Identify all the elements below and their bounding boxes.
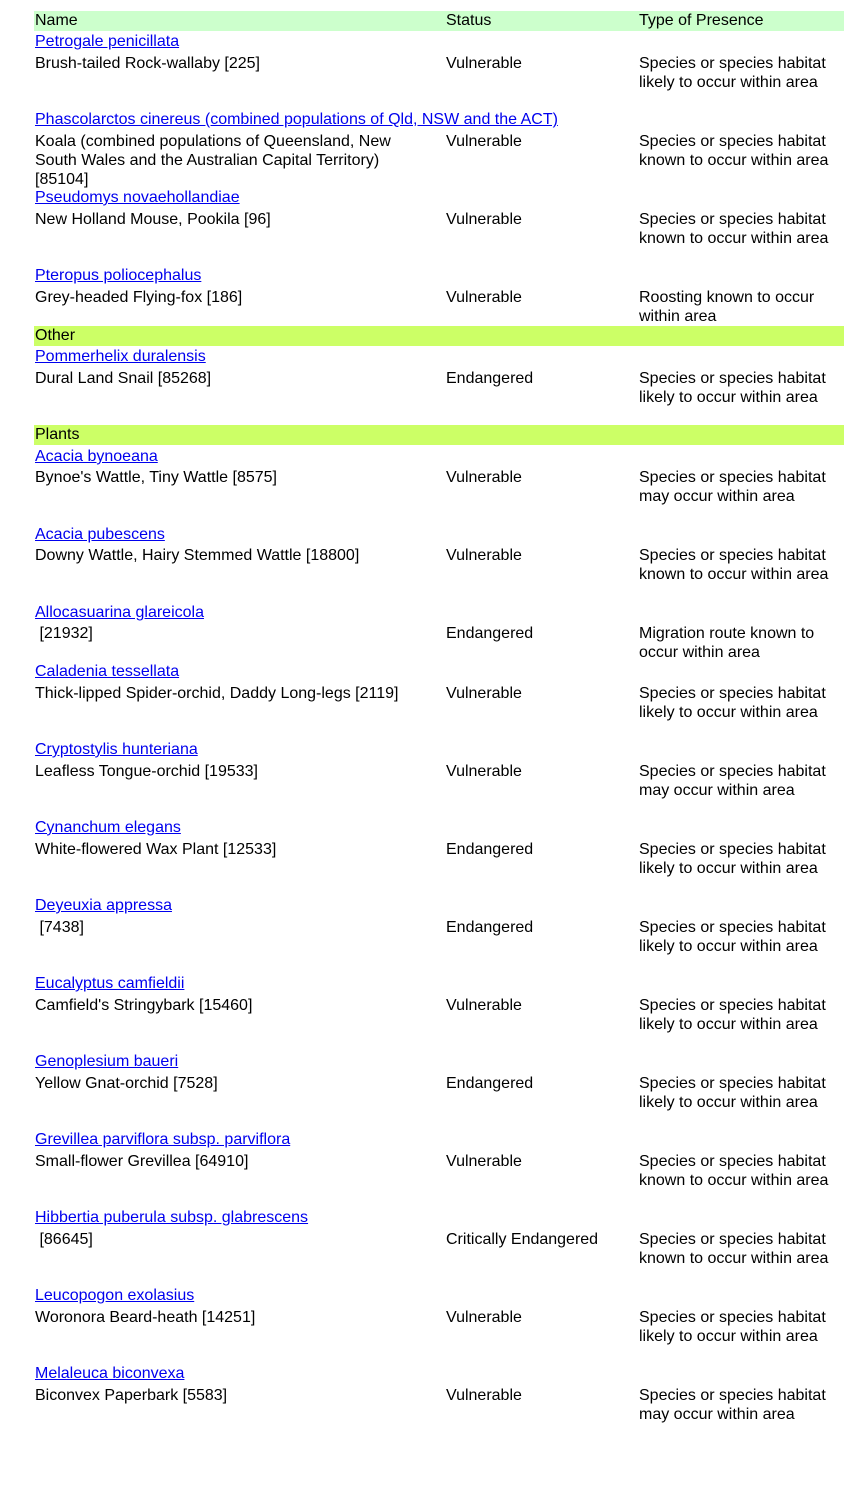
presence-line: Species or species habitat [639, 55, 826, 72]
species-link[interactable]: Allocasuarina glareicola [35, 604, 204, 621]
species-link[interactable]: Genoplesium baueri [35, 1053, 179, 1070]
status-value: Vulnerable [446, 1387, 522, 1404]
presence-line: may occur within area [639, 1406, 795, 1423]
common-name: Grey-headed Flying-fox [186] [35, 289, 243, 306]
presence-line: likely to occur within area [639, 74, 818, 91]
common-name: Biconvex Paperbark [5583] [35, 1387, 228, 1404]
species-link[interactable]: Acacia bynoeana [35, 448, 158, 465]
presence-line: Species or species habitat [639, 997, 826, 1014]
common-name: New Holland Mouse, Pookila [96] [35, 211, 271, 228]
presence-line: likely to occur within area [639, 1328, 818, 1345]
presence-line: within area [639, 308, 717, 325]
status-value: Endangered [446, 370, 534, 387]
species-link[interactable]: Pseudomys novaehollandiae [35, 189, 240, 206]
presence-line: Species or species habitat [639, 211, 826, 228]
common-name: Downy Wattle, Hairy Stemmed Wattle [18800] [35, 547, 360, 564]
common-name: Yellow Gnat-orchid [7528] [35, 1075, 218, 1092]
common-name: Woronora Beard-heath [14251] [35, 1309, 256, 1326]
presence-line: may occur within area [639, 782, 795, 799]
section-band-plants [34, 425, 844, 445]
presence-line: Species or species habitat [639, 1075, 826, 1092]
presence-line: likely to occur within area [639, 1016, 818, 1033]
species-link[interactable]: Cynanchum elegans [35, 819, 181, 836]
presence-line: Species or species habitat [639, 1153, 826, 1170]
section-title-plants: Plants [35, 426, 80, 443]
species-link[interactable]: Grevillea parviflora subsp. parviflora [35, 1131, 291, 1148]
common-name: [7438] [35, 919, 84, 936]
status-value: Endangered [446, 1075, 534, 1092]
presence-line: known to occur within area [639, 1172, 829, 1189]
presence-line: Species or species habitat [639, 370, 826, 387]
presence-line: known to occur within area [639, 566, 829, 583]
presence-line: known to occur within area [639, 1250, 829, 1267]
species-link[interactable]: Phascolarctos cinereus (combined populations of Qld, NSW and the ACT) [35, 111, 558, 128]
presence-line: Species or species habitat [639, 685, 826, 702]
species-link[interactable]: Pteropus poliocephalus [35, 267, 202, 284]
species-link[interactable]: Cryptostylis hunteriana [35, 741, 198, 758]
presence-line: known to occur within area [639, 152, 829, 169]
presence-line: Species or species habitat [639, 1231, 826, 1248]
status-value: Vulnerable [446, 469, 522, 486]
status-value: Vulnerable [446, 133, 522, 150]
status-value: Vulnerable [446, 547, 522, 564]
presence-line: Species or species habitat [639, 919, 826, 936]
common-name: White-flowered Wax Plant [12533] [35, 841, 277, 858]
presence-line: known to occur within area [639, 230, 829, 247]
common-name: Brush-tailed Rock-wallaby [225] [35, 55, 260, 72]
status-value: Vulnerable [446, 1153, 522, 1170]
common-name: Koala (combined populations of Queensland, New [35, 133, 391, 150]
common-name: Camfield's Stringybark [15460] [35, 997, 253, 1014]
common-name: Dural Land Snail [85268] [35, 370, 212, 387]
species-link[interactable]: Petrogale penicillata [35, 33, 180, 50]
common-name: [21932] [35, 625, 93, 642]
section-title-other: Other [35, 327, 76, 344]
presence-line: Species or species habitat [639, 763, 826, 780]
common-name: South Wales and the Australian Capital Territory) [35, 152, 380, 169]
species-link[interactable]: Melaleuca biconvexa [35, 1365, 185, 1382]
status-value: Vulnerable [446, 211, 522, 228]
presence-line: likely to occur within area [639, 938, 818, 955]
header-status: Status [446, 12, 492, 29]
species-link[interactable]: Hibbertia puberula subsp. glabrescens [35, 1209, 309, 1226]
status-value: Vulnerable [446, 997, 522, 1014]
common-name: [85104] [35, 171, 89, 188]
species-link[interactable]: Pommerhelix duralensis [35, 348, 206, 365]
status-value: Vulnerable [446, 55, 522, 72]
presence-line: Roosting known to occur [639, 289, 815, 306]
status-value: Vulnerable [446, 289, 522, 306]
presence-line: Migration route known to [639, 625, 815, 642]
common-name: Bynoe's Wattle, Tiny Wattle [8575] [35, 469, 277, 486]
presence-line: occur within area [639, 644, 760, 661]
status-value: Critically Endangered [446, 1231, 599, 1248]
status-value: Endangered [446, 841, 534, 858]
species-link[interactable]: Deyeuxia appressa [35, 897, 172, 914]
status-value: Vulnerable [446, 685, 522, 702]
presence-line: likely to occur within area [639, 389, 818, 406]
common-name: Thick-lipped Spider-orchid, Daddy Long-legs [2119] [35, 685, 399, 702]
presence-line: Species or species habitat [639, 133, 826, 150]
status-value: Endangered [446, 919, 534, 936]
common-name: [86645] [35, 1231, 93, 1248]
species-link[interactable]: Caladenia tessellata [35, 663, 180, 680]
presence-line: likely to occur within area [639, 704, 818, 721]
status-value: Vulnerable [446, 1309, 522, 1326]
status-value: Endangered [446, 625, 534, 642]
header-presence: Type of Presence [639, 12, 764, 29]
status-value: Vulnerable [446, 763, 522, 780]
presence-line: Species or species habitat [639, 841, 826, 858]
presence-line: likely to occur within area [639, 1094, 818, 1111]
section-band-other [34, 326, 844, 346]
presence-line: Species or species habitat [639, 547, 826, 564]
common-name: Leafless Tongue-orchid [19533] [35, 763, 258, 780]
header-name: Name [35, 12, 78, 29]
common-name: Small-flower Grevillea [64910] [35, 1153, 249, 1170]
presence-line: Species or species habitat [639, 469, 826, 486]
presence-line: may occur within area [639, 488, 795, 505]
presence-line: Species or species habitat [639, 1309, 826, 1326]
presence-line: Species or species habitat [639, 1387, 826, 1404]
presence-line: likely to occur within area [639, 860, 818, 877]
species-link[interactable]: Eucalyptus camfieldii [35, 975, 185, 992]
species-link[interactable]: Acacia pubescens [35, 526, 165, 543]
species-link[interactable]: Leucopogon exolasius [35, 1287, 195, 1304]
